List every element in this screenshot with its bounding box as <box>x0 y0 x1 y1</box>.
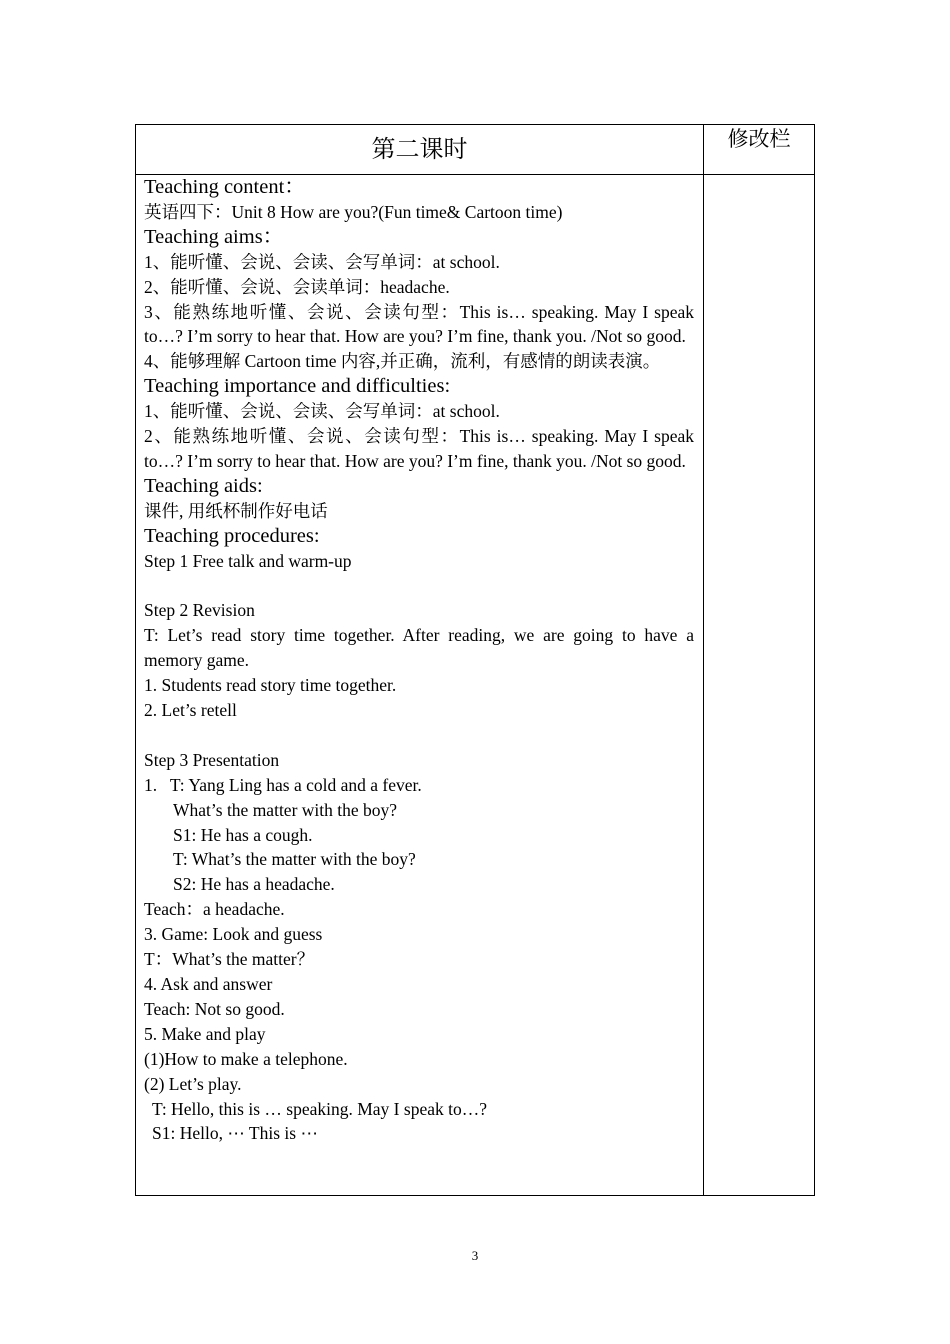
step-title: Step 3 Presentation <box>144 749 280 770</box>
content-line: 英语四下：Unit 8 How are you?(Fun time& Cartoon time) <box>144 201 563 222</box>
step-line: (2) Let’s play. <box>144 1073 242 1094</box>
aim-item: 1、能听懂、会说、会读、会写单词：at school. <box>144 251 500 272</box>
lesson-plan-table <box>135 124 815 1196</box>
page-number: 3 <box>471 1248 479 1263</box>
step-line: 3. Game: Look and guess <box>144 924 323 945</box>
step-line: 1. Students read story time together. <box>144 675 397 696</box>
step-title: Step 2 Revision <box>144 600 255 621</box>
step-line: 1. T: Yang Ling has a cold and a fever. <box>144 774 422 795</box>
step-line: Teach: Not so good. <box>144 998 285 1019</box>
heading-teaching-aims: Teaching aims： <box>144 225 284 248</box>
step-line: 5. Make and play <box>144 1023 266 1044</box>
aids-line: 课件, 用纸杯制作好电话 <box>144 500 328 521</box>
aim-item: 2、能听懂、会说、会读单词：headache. <box>144 276 450 297</box>
revision-column-header: 修改栏 <box>727 127 791 151</box>
blank-line <box>144 723 694 748</box>
dialog-line: T: Hello, this is … speaking. May I speak to…? <box>152 1098 487 1119</box>
step-line: T：What’s the matter？ <box>144 949 315 970</box>
heading-importance: Teaching importance and difficulties: <box>144 375 451 398</box>
importance-item: 2、能熟练地听懂、会说、会读句型：This is… speaking. May I speak to…? I’m sorry to hear that. How are you? I’m fine, thank you. /Not so good. <box>144 426 694 471</box>
aim-item: 3、能熟练地听懂、会说、会读句型：This is… speaking. May I speak to…? I’m sorry to hear that. How are you? I’m fine, thank you. /Not so good. <box>144 301 694 347</box>
dialog-line: S1: He has a cough. <box>173 824 313 845</box>
column-divider <box>703 125 704 1195</box>
aim-item: 4、能够理解 Cartoon time 内容,并正确，流利，有感情的朗读表演。 <box>144 351 661 372</box>
step-line: T: Let’s read story time together. After reading, we are going to have a memory game. <box>144 625 694 671</box>
blank-line <box>144 574 694 599</box>
step-line: 2. Let’s retell <box>144 700 237 721</box>
step-line: 4. Ask and answer <box>144 973 273 994</box>
heading-teaching-aids: Teaching aids: <box>144 474 263 497</box>
table-title: 第二课时 <box>371 137 468 163</box>
lesson-content <box>144 175 694 1146</box>
dialog-line: T: What’s the matter with the boy? <box>173 849 416 870</box>
step-line: Teach：a headache. <box>144 899 285 920</box>
dialog-line: What’s the matter with the boy? <box>173 799 398 820</box>
step-line: (1)How to make a telephone. <box>144 1048 348 1069</box>
importance-item: 1、能听懂、会说、会读、会写单词：at school. <box>144 401 500 422</box>
dialog-line: S2: He has a headache. <box>173 874 335 895</box>
heading-teaching-content: Teaching content： <box>144 176 305 198</box>
step-title: Step 1 Free talk and warm-up <box>144 550 352 571</box>
dialog-line: S1: Hello, ⋯ This is ⋯ <box>152 1123 318 1144</box>
heading-procedures: Teaching procedures: <box>144 524 320 547</box>
